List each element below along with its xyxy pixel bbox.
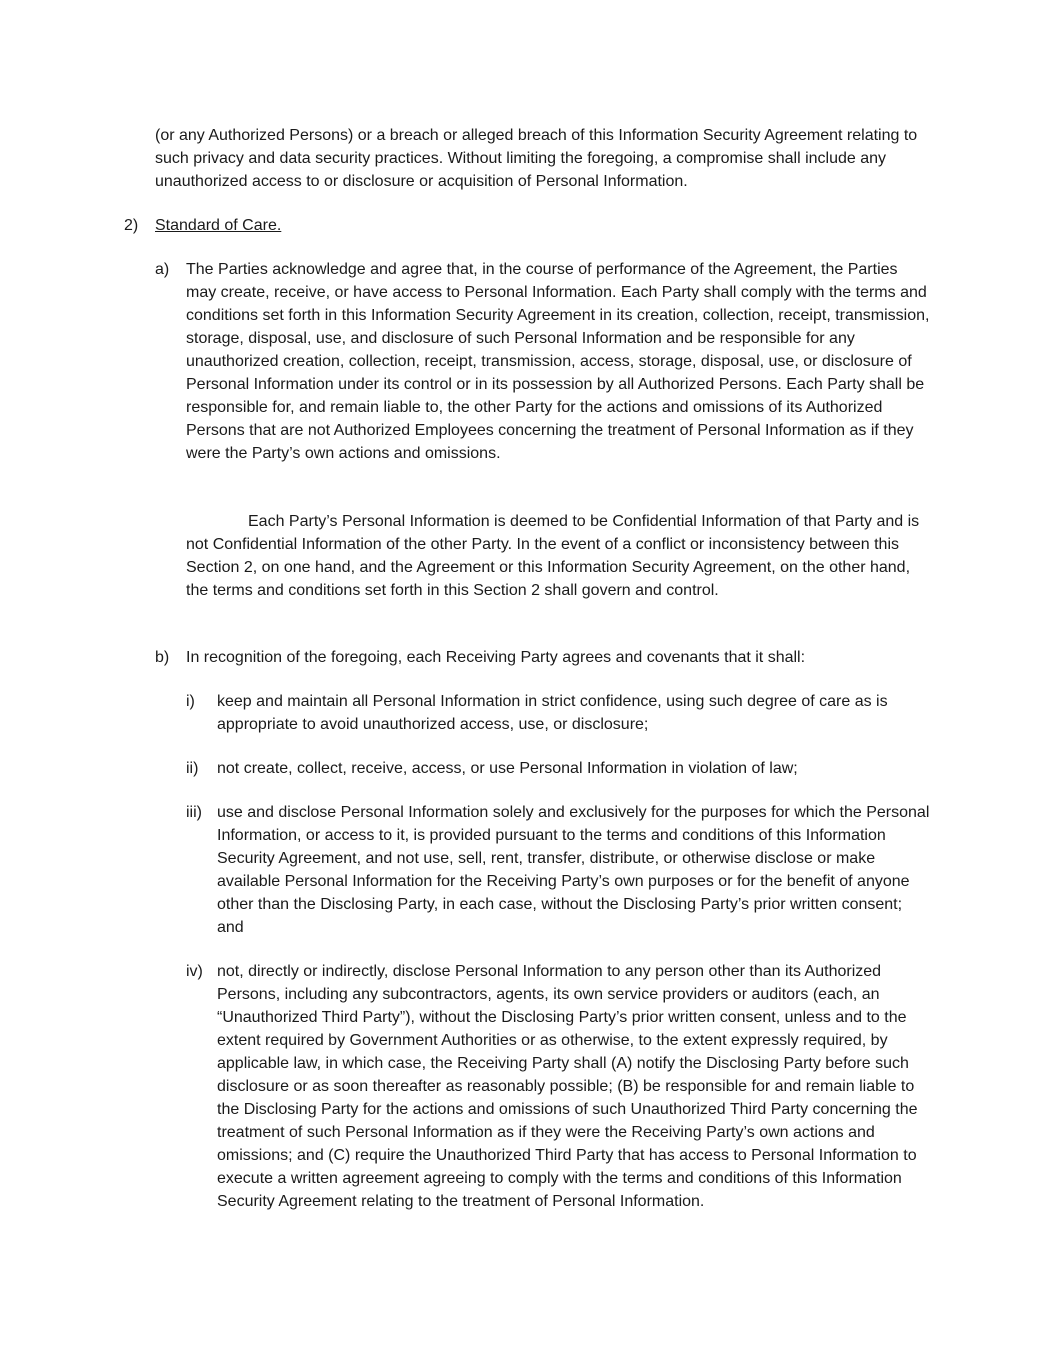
item-ii-text: not create, collect, receive, access, or use Personal Information in violation of law; bbox=[217, 760, 798, 777]
item-i-marker: i) bbox=[186, 693, 195, 710]
item-iv-text: not, directly or indirectly, disclose Personal Information to any person other than its Authorized Persons, including any subcontractors, agents, its own service providers or auditors (each, an “Unauthorized Third Party”), without the Disclosing Party’s prior written consent, unless and to the extent required by Government Authorities or as otherwise, to the extent expressly required, by applicable law, in which case, the Receiving Party shall (A) notify the Disclosing Party before such disclosure or as soon thereafter as reasonably possible; (B) be responsible for and remain liable to the Disclosing Party for the actions and omissions of such Unauthorized Third Party concerning the treatment of such Personal Information as if they were the Receiving Party’s own actions and omissions; and (C) require the Unauthorized Third Party that has access to Personal Information to execute a written agreement agreeing to comply with the terms and conditions of this Information Security Agreement relating to the treatment of Personal Information. bbox=[217, 963, 918, 1210]
section-2-title: Standard of Care. bbox=[155, 217, 282, 234]
clause-b-marker: b) bbox=[155, 649, 170, 666]
item-i-text: keep and maintain all Personal Information in strict confidence, using such degree of care as is appropriate to avoid unauthorized access, use, or disclosure; bbox=[217, 693, 888, 733]
clause-b-paragraph: In recognition of the foregoing, each Receiving Party agrees and covenants that it shall: bbox=[186, 649, 806, 666]
intro-paragraph: (or any Authorized Persons) or a breach or alleged breach of this Information Security Agreement relating to such privacy and data security practices. Without limiting the foregoing, a compromise shall include any unauthorized access to or disclosure or acquisition of Personal Information. bbox=[155, 127, 918, 190]
section-2-number: 2) bbox=[124, 217, 139, 234]
item-iii-marker: iii) bbox=[186, 804, 202, 821]
item-iii-text: use and disclose Personal Information solely and exclusively for the purposes for which the Personal Information, or access to it, is provided pursuant to the terms and conditions of this Information Security Agreement, and not use, sell, rent, transfer, distribute, or otherwise disclose or make available Personal Information for the Receiving Party’s own purposes or for the benefit of anyone other than the Disclosing Party, in each case, without the Disclosing Party’s prior written consent; and bbox=[217, 804, 930, 936]
clause-a-paragraph-1: The Parties acknowledge and agree that, in the course of performance of the Agreement, the Parties may create, receive, or have access to Personal Information. Each Party shall comply with the terms and conditions set forth in this Information Security Agreement in its creation, collection, receipt, transmission, storage, disposal, use, and disclosure of such Personal Information and be responsible for any unauthorized creation, collection, receipt, transmission, access, storage, disposal, use, or disclosure of Personal Information under its control or in its possession by all Authorized Persons. Each Party shall be responsible for, and remain liable to, the other Party for the actions and omissions of its Authorized Persons that are not Authorized Employees concerning the treatment of Personal Information as if they were the Party’s own actions and omissions. bbox=[186, 261, 930, 462]
clause-a-marker: a) bbox=[155, 261, 170, 278]
item-iv-marker: iv) bbox=[186, 963, 203, 980]
clause-a-paragraph-2: Each Party’s Personal Information is deemed to be Confidential Information of that Party and is not Confidential Information of the other Party. In the event of a conflict or inconsistency between this Section 2, on one hand, and the Agreement or this Information Security Agreement, on the other hand, the terms and conditions set forth in this Section 2 shall govern and control. bbox=[186, 513, 920, 599]
item-ii-marker: ii) bbox=[186, 760, 199, 777]
